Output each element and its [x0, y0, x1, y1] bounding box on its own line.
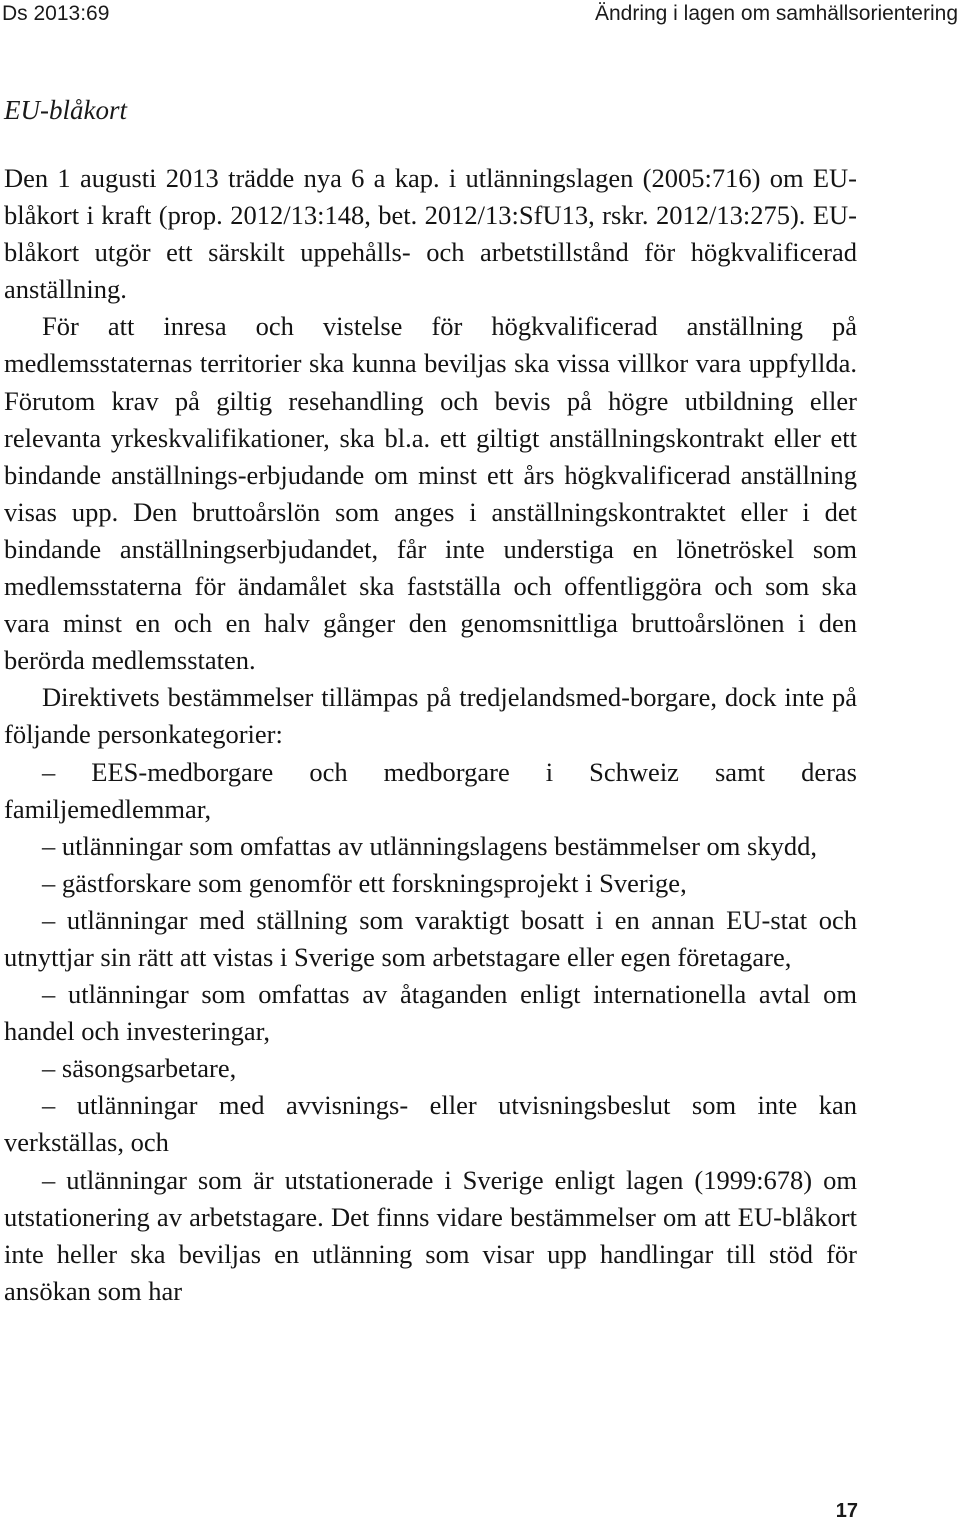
list-item: – utlänningar som omfattas av utlänningslagens bestämmelser om skydd,	[42, 830, 817, 861]
paragraph: Den 1 augusti 2013 trädde nya 6 a kap. i utlänningslagen (2005:716) om EU-blåkort i kraft (prop. 2012/13:148, bet. 2012/13:SfU13, rskr. 2012/13:275). EU-blåkort utgör ett särskilt uppehålls- och arbetstillstånd för högkvalificerad anställning.	[4, 163, 857, 305]
paragraph: För att inresa och vistelse för högkvalificerad anställning på medlemsstaternas territorier ska kunna beviljas ska vissa villkor vara uppfyllda. Förutom krav på giltig resehandling och bevis på högre utbildning eller relevanta yrkeskvalifikationer, ska bl.a. ett giltigt anställningskontrakt eller ett bindande anställnings-erbjudande om minst ett års högkvalificerad anställning visas upp. Den bruttoårslön som anges i anställningskontraktet eller i det bindande anställningserbjudandet, får inte understiga en lönetröskel som medlemsstaterna för ändamålet ska fastställa och offentliggöra och som ska vara minst en och en halv gånger den genomsnittliga bruttoårslönen i den berörda medlemsstaten.	[4, 311, 857, 676]
list-item: – gästforskare som genomför ett forskningsprojekt i Sverige,	[42, 867, 687, 898]
list-item: – utlänningar med ställning som varaktigt bosatt i en annan EU-stat och utnyttjar sin rätt att vistas i Sverige som arbetstagare eller egen företagare,	[4, 904, 857, 972]
list-item: – EES-medborgare och medborgare i Schweiz samt deras familjemedlemmar,	[4, 756, 857, 824]
section-title: EU-blåkort	[4, 95, 127, 125]
running-header	[2, 2, 958, 30]
document-id: Ds 2013:69	[2, 2, 110, 25]
page-number: 17	[835, 1500, 858, 1522]
list-item: – utlänningar som är utstationerade i Sverige enligt lagen (1999:678) om utstationering av arbetstagare. Det finns vidare bestämmelser om att EU-blåkort inte heller ska beviljas en utlänning som visar upp handlingar till stöd för ansökan som har	[4, 1164, 857, 1306]
list-item: – utlänningar med avvisnings- eller utvisningsbeslut som inte kan verkställas, och	[4, 1090, 857, 1158]
paragraph: Direktivets bestämmelser tillämpas på tredjelandsmed-borgare, dock inte på följande personkategorier:	[4, 682, 857, 750]
list-item: – utlänningar som omfattas av åtaganden enligt internationella avtal om handel och investeringar,	[4, 979, 857, 1047]
list-item: – säsongsarbetare,	[42, 1053, 237, 1084]
running-title: Ändring i lagen om samhällsorientering	[594, 2, 958, 25]
body-text	[4, 160, 857, 1310]
